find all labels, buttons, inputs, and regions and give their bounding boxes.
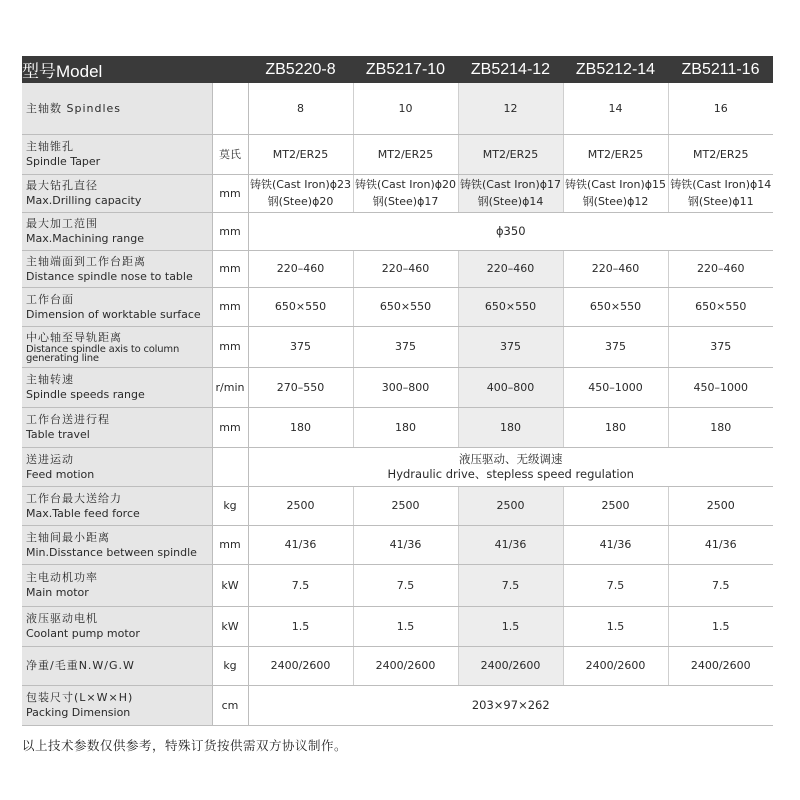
model-header-cell: ZB5214-12 bbox=[458, 56, 563, 83]
value-cell: 16 bbox=[668, 83, 773, 134]
value-cell: 2400/2600 bbox=[248, 646, 353, 685]
unit-cell: mm bbox=[212, 326, 248, 367]
spec-table bbox=[22, 56, 773, 726]
row-label bbox=[22, 685, 212, 725]
row-label-en: Coolant pump motor bbox=[26, 627, 140, 640]
row-label bbox=[22, 646, 212, 685]
row-label bbox=[22, 83, 212, 134]
row-label-zh: 送进运动 bbox=[26, 452, 74, 466]
spec-row-weight bbox=[22, 646, 773, 685]
row-label-zh: 包装尺寸(L×W×H) bbox=[26, 691, 134, 704]
value-cell: 7.5 bbox=[458, 564, 563, 606]
table-header-row bbox=[22, 56, 773, 83]
value-cell: 220–460 bbox=[563, 250, 668, 287]
value-cell: 270–550 bbox=[248, 367, 353, 407]
unit-cell bbox=[212, 447, 248, 486]
value-cell: 450–1000 bbox=[563, 367, 668, 407]
merged-value-cell bbox=[248, 447, 773, 486]
row-label-zh: 主轴间最小距离 bbox=[26, 530, 110, 544]
value-cell bbox=[248, 174, 353, 212]
row-label-en: Table travel bbox=[26, 428, 90, 441]
value-cell: 2400/2600 bbox=[458, 646, 563, 685]
value-cell: 2500 bbox=[458, 486, 563, 525]
spec-row-nose bbox=[22, 250, 773, 287]
value-cell bbox=[668, 174, 773, 212]
value-cell: 1.5 bbox=[458, 606, 563, 646]
value-cell: 1.5 bbox=[248, 606, 353, 646]
value-cell: 220–460 bbox=[458, 250, 563, 287]
row-label bbox=[22, 287, 212, 326]
row-label-en: Max.Table feed force bbox=[26, 506, 140, 520]
row-label-en: Max.Drilling capacity bbox=[26, 194, 142, 207]
value-cell: 180 bbox=[668, 407, 773, 447]
steel-value: 钢(Stee)ϕ17 bbox=[372, 195, 439, 208]
value-cell: 375 bbox=[353, 326, 458, 367]
unit-cell: kW bbox=[212, 606, 248, 646]
unit-cell: cm bbox=[212, 685, 248, 725]
row-label-en: Distance spindle axis to column generating line bbox=[26, 344, 180, 364]
value-cell: 2500 bbox=[248, 486, 353, 525]
unit-cell: mm bbox=[212, 287, 248, 326]
spec-row-main-motor bbox=[22, 564, 773, 606]
cast-iron-value: 铸铁(Cast Iron)ϕ17 bbox=[459, 178, 562, 191]
value-cell: MT2/ER25 bbox=[668, 134, 773, 174]
cast-iron-value: 铸铁(Cast Iron)ϕ20 bbox=[354, 178, 457, 191]
spec-row-coolant bbox=[22, 606, 773, 646]
unit-cell bbox=[212, 83, 248, 134]
value-cell: 10 bbox=[353, 83, 458, 134]
value-cell: 375 bbox=[458, 326, 563, 367]
value-cell: 7.5 bbox=[668, 564, 773, 606]
model-header-label: 型号Model bbox=[22, 56, 248, 83]
value-cell: 180 bbox=[248, 407, 353, 447]
value-cell: 41/36 bbox=[248, 525, 353, 564]
row-label bbox=[22, 447, 212, 486]
value-cell: 2400/2600 bbox=[353, 646, 458, 685]
model-header-cell: ZB5220-8 bbox=[248, 56, 353, 83]
value-cell: 1.5 bbox=[353, 606, 458, 646]
unit-cell: r/min bbox=[212, 367, 248, 407]
value-cell: 300–800 bbox=[353, 367, 458, 407]
spec-row-travel bbox=[22, 407, 773, 447]
unit-cell: 莫氏 bbox=[212, 134, 248, 174]
steel-value: 钢(Stee)ϕ11 bbox=[687, 195, 754, 208]
value-cell: 7.5 bbox=[353, 564, 458, 606]
row-label-en: Min.Disstance between spindle bbox=[26, 545, 197, 559]
value-cell: 8 bbox=[248, 83, 353, 134]
unit-cell: kg bbox=[212, 646, 248, 685]
unit-cell: kg bbox=[212, 486, 248, 525]
row-label-zh: 最大加工范围 bbox=[26, 217, 98, 230]
model-header-cell: ZB5212-14 bbox=[563, 56, 668, 83]
row-label bbox=[22, 174, 212, 212]
value-cell: 41/36 bbox=[668, 525, 773, 564]
value-cell: MT2/ER25 bbox=[563, 134, 668, 174]
row-label bbox=[22, 367, 212, 407]
steel-value: 钢(Stee)ϕ20 bbox=[267, 195, 334, 208]
value-cell: 41/36 bbox=[353, 525, 458, 564]
value-cell: 180 bbox=[353, 407, 458, 447]
value-cell: MT2/ER25 bbox=[248, 134, 353, 174]
row-label-zh: 主轴锥孔 bbox=[26, 140, 74, 153]
value-cell: 2500 bbox=[353, 486, 458, 525]
value-cell bbox=[458, 174, 563, 212]
row-label bbox=[22, 212, 212, 250]
value-cell: 2400/2600 bbox=[668, 646, 773, 685]
row-label bbox=[22, 407, 212, 447]
value-cell bbox=[563, 174, 668, 212]
value-cell: 41/36 bbox=[563, 525, 668, 564]
row-label-zh: 工作台送进行程 bbox=[26, 413, 110, 426]
value-cell: 220–460 bbox=[668, 250, 773, 287]
value-cell: 7.5 bbox=[248, 564, 353, 606]
value-cell: 2400/2600 bbox=[563, 646, 668, 685]
value-cell: 650×550 bbox=[563, 287, 668, 326]
unit-cell: mm bbox=[212, 212, 248, 250]
value-cell: 180 bbox=[563, 407, 668, 447]
row-label-en: Spindle Taper bbox=[26, 155, 101, 168]
spec-row-worktable bbox=[22, 287, 773, 326]
row-label-en: Distance spindle nose to table bbox=[26, 269, 193, 283]
merged-value-cell: ϕ350 bbox=[248, 212, 773, 250]
model-header-cell: ZB5211-16 bbox=[668, 56, 773, 83]
value-cell: MT2/ER25 bbox=[353, 134, 458, 174]
row-label-zh: 工作台面 bbox=[26, 292, 74, 306]
spec-row-spindles bbox=[22, 83, 773, 134]
value-cell: MT2/ER25 bbox=[458, 134, 563, 174]
row-label bbox=[22, 564, 212, 606]
row-label-zh: 主电动机功率 bbox=[26, 571, 98, 584]
row-label bbox=[22, 326, 212, 367]
steel-value: 钢(Stee)ϕ14 bbox=[477, 195, 544, 208]
value-cell: 450–1000 bbox=[668, 367, 773, 407]
row-label-en: Feed motion bbox=[26, 467, 95, 481]
unit-cell: mm bbox=[212, 250, 248, 287]
row-label-zh: 净重/毛重N.W/G.W bbox=[26, 659, 135, 672]
row-label-en: Dimension of worktable surface bbox=[26, 307, 201, 321]
row-label-zh: 工作台最大送给力 bbox=[26, 491, 122, 505]
spec-row-packing bbox=[22, 685, 773, 725]
value-cell: 375 bbox=[248, 326, 353, 367]
value-cell: 1.5 bbox=[563, 606, 668, 646]
value-cell: 400–800 bbox=[458, 367, 563, 407]
value-cell: 220–460 bbox=[353, 250, 458, 287]
value-cell: 650×550 bbox=[353, 287, 458, 326]
row-label-zh: 主轴端面到工作台距离 bbox=[26, 254, 146, 268]
unit-cell: mm bbox=[212, 525, 248, 564]
feed-motion-zh: 液压驱动、无级调速 bbox=[459, 451, 563, 466]
spec-row-drilling bbox=[22, 174, 773, 212]
row-label bbox=[22, 606, 212, 646]
row-label bbox=[22, 486, 212, 525]
row-label-zh: 主轴数 Spindles bbox=[26, 101, 122, 115]
row-label-en: Max.Machining range bbox=[26, 232, 145, 245]
value-cell: 650×550 bbox=[458, 287, 563, 326]
cast-iron-value: 铸铁(Cast Iron)ϕ23 bbox=[249, 178, 352, 191]
row-label bbox=[22, 134, 212, 174]
spec-row-machining bbox=[22, 212, 773, 250]
spec-row-feed bbox=[22, 447, 773, 486]
spec-row-column bbox=[22, 326, 773, 367]
value-cell: 2500 bbox=[563, 486, 668, 525]
value-cell: 375 bbox=[563, 326, 668, 367]
row-label-zh: 最大钻孔直径 bbox=[26, 179, 98, 192]
value-cell: 375 bbox=[668, 326, 773, 367]
value-cell: 650×550 bbox=[668, 287, 773, 326]
footnote: 以上技术参数仅供参考，特殊订货按供需双方协议制作。 bbox=[22, 738, 348, 753]
model-header-cell: ZB5217-10 bbox=[353, 56, 458, 83]
row-label bbox=[22, 250, 212, 287]
spec-row-taper bbox=[22, 134, 773, 174]
row-label-en: Spindle speeds range bbox=[26, 388, 145, 401]
spec-row-force bbox=[22, 486, 773, 525]
feed-motion-en: Hydraulic drive、stepless speed regulation bbox=[387, 466, 634, 481]
unit-cell: mm bbox=[212, 174, 248, 212]
merged-value-cell: 203×97×262 bbox=[248, 685, 773, 725]
value-cell: 12 bbox=[458, 83, 563, 134]
cast-iron-value: 铸铁(Cast Iron)ϕ15 bbox=[564, 178, 667, 191]
unit-cell: kW bbox=[212, 564, 248, 606]
row-label-en: Main motor bbox=[26, 586, 89, 599]
spec-row-speeds bbox=[22, 367, 773, 407]
steel-value: 钢(Stee)ϕ12 bbox=[582, 195, 649, 208]
row-label-en: Packing Dimension bbox=[26, 706, 131, 719]
value-cell: 2500 bbox=[668, 486, 773, 525]
row-label-zh: 中心轴至导轨距离 bbox=[26, 331, 122, 344]
cast-iron-value: 铸铁(Cast Iron)ϕ14 bbox=[670, 178, 772, 191]
value-cell bbox=[353, 174, 458, 212]
value-cell: 14 bbox=[563, 83, 668, 134]
row-label bbox=[22, 525, 212, 564]
value-cell: 180 bbox=[458, 407, 563, 447]
row-label-zh: 液压驱动电机 bbox=[26, 612, 98, 625]
spec-row-min-distance bbox=[22, 525, 773, 564]
unit-cell: mm bbox=[212, 407, 248, 447]
value-cell: 220–460 bbox=[248, 250, 353, 287]
value-cell: 41/36 bbox=[458, 525, 563, 564]
value-cell: 650×550 bbox=[248, 287, 353, 326]
value-cell: 1.5 bbox=[668, 606, 773, 646]
row-label-zh: 主轴转速 bbox=[26, 373, 74, 386]
value-cell: 7.5 bbox=[563, 564, 668, 606]
